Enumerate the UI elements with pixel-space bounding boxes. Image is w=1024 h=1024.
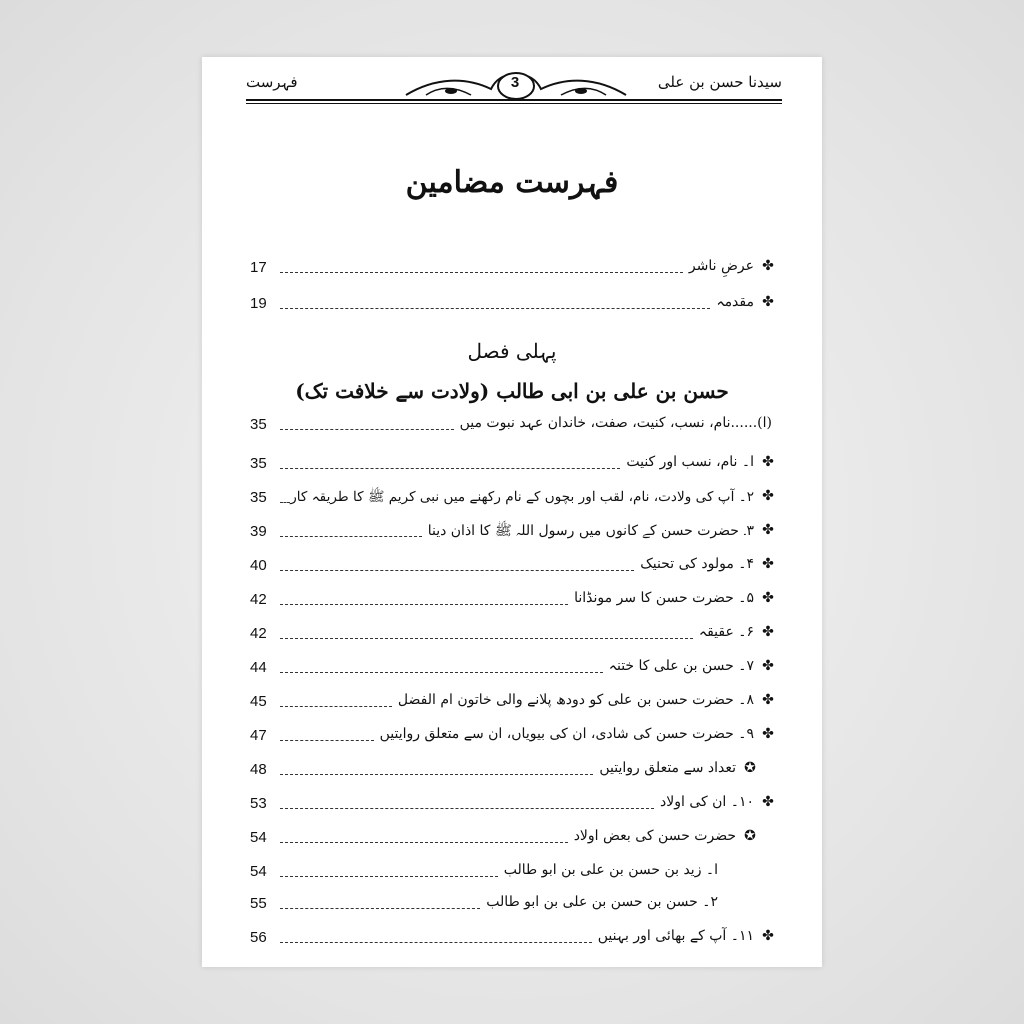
page-number: 3	[510, 74, 520, 91]
toc-entry[interactable]	[250, 725, 776, 753]
toc-page-number: 35	[250, 489, 267, 506]
toc-entry[interactable]	[250, 691, 776, 719]
toc-entry[interactable]	[250, 827, 776, 855]
toc-leader-dashes	[280, 570, 634, 571]
flower-bullet-icon: ✤	[762, 658, 774, 674]
toc-entry-label: ۵۔ حضرت حسن کا سر مونڈانا	[574, 590, 754, 606]
flower-bullet-icon: ✤	[762, 294, 774, 310]
star-bullet-icon: ✪	[744, 760, 756, 776]
toc-entry[interactable]	[250, 414, 776, 442]
toc-leader-dashes	[280, 468, 620, 469]
toc-leader-dashes	[280, 604, 568, 605]
flower-bullet-icon: ✤	[762, 590, 774, 606]
toc-leader-dashes	[280, 429, 454, 430]
flower-bullet-icon: ✤	[762, 522, 774, 538]
toc-page-number: 42	[250, 625, 267, 642]
toc-leader-dashes	[280, 808, 654, 809]
toc-leader-dashes	[280, 308, 710, 309]
toc-leader-dashes	[280, 740, 374, 741]
toc-entry-label: عرضِ ناشر	[688, 258, 754, 274]
flower-bullet-icon: ✤	[762, 488, 774, 504]
toc-leader-dashes	[280, 706, 392, 707]
toc-page-number: 55	[250, 895, 267, 912]
toc-entry[interactable]	[250, 453, 776, 481]
star-bullet-icon: ✪	[744, 828, 756, 844]
toc-entry[interactable]	[250, 521, 776, 549]
toc-entry[interactable]	[250, 257, 776, 285]
flower-bullet-icon: ✤	[762, 794, 774, 810]
flower-bullet-icon: ✤	[762, 258, 774, 274]
toc-entry-label: ۶۔ عقیقہ	[698, 624, 754, 640]
flower-bullet-icon: ✤	[762, 454, 774, 470]
toc-page-number: 45	[250, 693, 267, 710]
chapter-subheading: حسن بن علی بن ابی طالب (ولادت سے خلافت تک)	[295, 379, 729, 403]
toc-entry-label: ۴۔ مولود کی تحنیک	[640, 556, 754, 572]
toc-page-number: 56	[250, 929, 267, 946]
toc-leader-dashes	[280, 272, 683, 273]
toc-entry[interactable]	[250, 487, 776, 515]
toc-entry[interactable]	[250, 623, 776, 651]
toc-entry-label: ۷۔ حسن بن علی کا ختنہ	[608, 658, 754, 674]
toc-page-number: 40	[250, 557, 267, 574]
toc-page-number: 53	[250, 795, 267, 812]
toc-entry-label: ۱۰۔ ان کی اولاد	[660, 794, 754, 810]
toc-leader-dashes	[280, 502, 290, 503]
toc-page-number: 47	[250, 727, 267, 744]
toc-leader-dashes	[280, 774, 593, 775]
toc-entry-label: ۲۔ حسن بن حسن بن علی بن ابو طالب	[486, 894, 718, 910]
flower-bullet-icon: ✤	[762, 726, 774, 742]
toc-leader-dashes	[280, 876, 498, 877]
toc-entry[interactable]	[250, 893, 776, 921]
chapter-heading: پہلی فصل	[467, 339, 557, 363]
toc-page-number: 35	[250, 455, 267, 472]
toc-leader-dashes	[280, 908, 480, 909]
flower-bullet-icon: ✤	[762, 692, 774, 708]
toc-page-number: 39	[250, 523, 267, 540]
book-page	[202, 57, 822, 967]
running-title-right: سیدنا حسن بن علی	[657, 73, 782, 91]
toc-entry-label: حضرت حسن کی بعض اولاد	[573, 828, 736, 844]
toc-entry-label: ۲۔ آپ کی ولادت، نام، لقب اور بچوں کے نام رکھنے میں نبی کریم ﷺ کا طریقہ کار	[290, 489, 754, 505]
toc-leader-dashes	[280, 942, 592, 943]
toc-entry-label: (ا)......نام، نسب، کنیت، صفت، خاندان عہد نبوت میں	[459, 415, 772, 431]
toc-entry[interactable]	[250, 861, 776, 889]
toc-entry[interactable]	[250, 927, 776, 955]
toc-entry-label: ۳۔ حضرت حسن کے کانوں میں رسول اللہ ﷺ کا اذان دینا	[427, 523, 754, 539]
running-title-left: فہرست	[246, 73, 298, 91]
toc-page-number: 17	[250, 259, 267, 276]
toc-entry-label: ۱۱۔ آپ کے بھائی اور بہنیں	[597, 928, 754, 944]
toc-entry[interactable]	[250, 759, 776, 787]
flower-bullet-icon: ✤	[762, 556, 774, 572]
table-of-contents	[202, 57, 822, 967]
toc-page-number: 44	[250, 659, 267, 676]
toc-page-number: 54	[250, 829, 267, 846]
toc-entry[interactable]	[250, 657, 776, 685]
toc-page-number: 42	[250, 591, 267, 608]
flower-bullet-icon: ✤	[762, 624, 774, 640]
toc-entry-label: مقدمہ	[716, 294, 754, 310]
toc-page-number: 35	[250, 416, 267, 433]
toc-entry-label: ا۔ نام، نسب اور کنیت	[626, 454, 754, 470]
toc-leader-dashes	[280, 842, 568, 843]
toc-entry-label: ۹۔ حضرت حسن کی شادی، ان کی بیویاں، ان سے متعلق روایتیں	[379, 726, 754, 742]
toc-entry-label: ۸۔ حضرت حسن بن علی کو دودھ پلانے والی خاتون ام الفضل	[397, 692, 754, 708]
flower-bullet-icon: ✤	[762, 928, 774, 944]
toc-page-number: 48	[250, 761, 267, 778]
toc-entry[interactable]	[250, 293, 776, 321]
toc-entry[interactable]	[250, 793, 776, 821]
toc-leader-dashes	[280, 536, 422, 537]
toc-entry-label: ا۔ زید بن حسن بن علی بن ابو طالب	[503, 862, 718, 878]
toc-page-number: 19	[250, 295, 267, 312]
toc-entry[interactable]	[250, 589, 776, 617]
toc-title: فہرست مضامین	[405, 165, 619, 200]
toc-entry[interactable]	[250, 555, 776, 583]
toc-page-number: 54	[250, 863, 267, 880]
toc-entry-label: تعداد سے متعلق روایتیں	[599, 760, 736, 776]
toc-leader-dashes	[280, 638, 693, 639]
toc-leader-dashes	[280, 672, 603, 673]
